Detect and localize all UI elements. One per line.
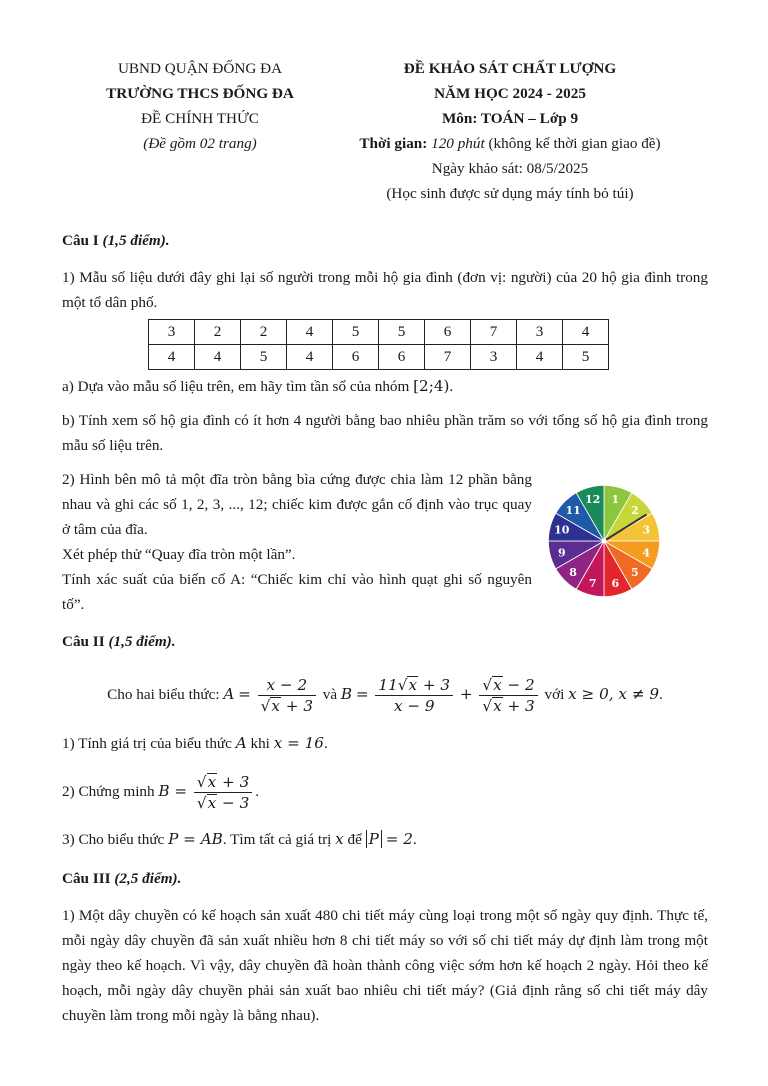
q2-intro: Cho hai biểu thức:	[107, 686, 220, 703]
q2-sub2-end: .	[255, 783, 260, 800]
expr-A-numerator: x − 2	[258, 675, 316, 696]
expr-A-denominator	[258, 696, 316, 716]
table-cell: 2	[241, 320, 287, 345]
q2-sub1-cond: x = 16	[273, 734, 324, 752]
q2-sub2-denominator	[194, 793, 252, 813]
q1-part-a	[62, 374, 708, 399]
q1-heading	[62, 228, 708, 253]
q1-part2-line3: Tính xác suất của biến cố A: “Chiếc kim chỉ vào hình quạt ghi số nguyên tố”.	[62, 571, 532, 613]
plus-sign: +	[459, 685, 473, 703]
denominator-rest: + 3	[502, 697, 535, 716]
exam-title: ĐỀ KHẢO SÁT CHẤT LƯỢNG	[403, 60, 617, 77]
wheel-label-5: 5	[631, 565, 639, 579]
time-value: 120 phút	[431, 135, 485, 152]
q2-sub3-var: x	[335, 830, 344, 848]
q2-sub3-text: 3) Cho biểu thức	[62, 831, 165, 848]
q2-sub1-var: A	[235, 734, 247, 752]
table-cell: 4	[149, 345, 195, 370]
spinner-wheel-figure	[546, 467, 662, 615]
wheel-label-4: 4	[642, 546, 651, 560]
header-left	[80, 56, 320, 156]
q1-part-a-end: .	[449, 378, 454, 395]
wheel-label-1: 1	[611, 492, 620, 506]
radicand: x	[493, 676, 502, 695]
expr-B2-numerator	[479, 675, 537, 696]
radicand: x	[271, 697, 280, 716]
exam-time	[330, 131, 690, 156]
q2-sub1	[62, 731, 708, 756]
radicand: x	[207, 773, 217, 792]
radicand: x	[408, 676, 418, 695]
numerator-rest: − 2	[502, 676, 535, 695]
expr-A-label: A	[223, 685, 235, 703]
q2-sub1-text: 1) Tính giá trị của biểu thức	[62, 735, 232, 752]
table-cell: 5	[563, 345, 609, 370]
expr-B2-denominator	[479, 696, 537, 716]
q1-part2-line2: Xét phép thử “Quay đĩa tròn một lần”.	[62, 546, 296, 563]
table-cell: 5	[241, 345, 287, 370]
denominator-rest: + 3	[280, 697, 313, 716]
sqrt-icon: √	[196, 794, 207, 813]
q1-interval: [2;4)	[413, 377, 450, 395]
q2-sub3	[62, 827, 708, 852]
sqrt-icon: √	[397, 676, 408, 695]
wheel-hub	[602, 539, 607, 544]
time-note: (không kể thời gian giao đề)	[488, 135, 661, 152]
q2-sub2	[62, 766, 708, 817]
q3-label: Câu III	[62, 870, 111, 887]
q2-sub2-numerator	[194, 772, 252, 793]
table-cell: 2	[195, 320, 241, 345]
expr-B-label: B	[340, 685, 353, 703]
time-label: Thời gian:	[359, 135, 428, 152]
equals-sign: =	[238, 685, 251, 703]
sqrt-icon: √	[482, 697, 493, 716]
table-cell: 4	[287, 320, 333, 345]
exam-date: Ngày khảo sát: 08/5/2025	[431, 160, 589, 177]
table-cell: 3	[517, 320, 563, 345]
q1-part-b: b) Tính xem số hộ gia đình có ít hơn 4 người bằng bao nhiêu phần trăm so với tổng số hộ gia đình trong mẫu số liệu trên.	[62, 412, 708, 454]
table-cell: 7	[471, 320, 517, 345]
q2-sub2-text: 2) Chứng minh	[62, 783, 155, 800]
district-name: UBND QUẬN ĐỐNG ĐA	[117, 60, 283, 77]
table-cell: 3	[471, 345, 517, 370]
q2-label: Câu II	[62, 633, 105, 650]
q1-part-a-text: a) Dựa vào mẫu số liệu trên, em hãy tìm tần số của nhóm	[62, 378, 410, 395]
wheel-label-7: 7	[588, 577, 597, 591]
q2-sub1-end: .	[323, 735, 328, 752]
school-name: TRƯỜNG THCS ĐỐNG ĐA	[106, 85, 294, 102]
numerator-rest: + 3	[418, 676, 451, 695]
table-cell: 4	[287, 345, 333, 370]
q2-sub3-expr: P = AB	[168, 830, 223, 848]
q1-part2-text	[62, 467, 532, 617]
q2-points: (1,5 điểm).	[108, 633, 176, 650]
q3-part1-text: 1) Một dây chuyền có kế hoạch sản xuất 480 chi tiết máy cùng loại trong một số ngày quy định. Thực tế, mỗi ngày dây chuyền đã sản xuất nhiều hơn 8 chi tiết máy so với số chi tiết máy dự định làm trong một ngày theo kế hoạch. Vì vậy, dây chuyền đã hoàn thành công việc sớm hơn kế hoạch 2 ngày. Hỏi theo kế hoạch, mỗi ngày dây chuyền phải sản xuất bao nhiêu chi tiết máy? (Giả định rằng số chi tiết máy dây chuyền làm trong mỗi ngày là bằng nhau).	[62, 907, 708, 1024]
q2-sub1-when: khi	[250, 735, 270, 752]
q2-expressions	[62, 666, 708, 723]
sqrt-icon: √	[196, 773, 207, 792]
condition-expr: x ≥ 0, x ≠ 9	[568, 685, 660, 703]
wheel-label-3: 3	[642, 523, 651, 537]
header-right	[330, 56, 690, 206]
expr-B-fraction-1	[375, 675, 453, 716]
denominator-rest: − 3	[217, 794, 250, 813]
table-cell: 5	[333, 320, 379, 345]
q2-sub3-mid: . Tìm tất cả giá trị	[222, 831, 332, 848]
school-year: NĂM HỌC 2024 - 2025	[434, 85, 586, 102]
wheel-label-11: 11	[565, 504, 581, 518]
table-row	[149, 320, 609, 345]
q2-sub2-B: B =	[158, 782, 188, 800]
table-cell: 6	[333, 345, 379, 370]
condition-end: .	[659, 686, 663, 703]
table-cell: 5	[379, 320, 425, 345]
table-cell: 6	[425, 320, 471, 345]
table-row	[149, 345, 609, 370]
official-label: ĐỀ CHÍNH THỨC	[141, 110, 259, 127]
sqrt-icon: √	[482, 676, 493, 695]
equals-sign: =	[355, 685, 369, 703]
table-cell: 7	[425, 345, 471, 370]
wheel-label-10: 10	[554, 523, 570, 537]
q1-points: (1,5 điểm).	[102, 232, 170, 249]
radicand: x	[207, 794, 217, 813]
q2-sub3-end: .	[412, 831, 417, 848]
expr-A-fraction	[258, 675, 316, 716]
q1-part1-text: 1) Mẫu số liệu dưới đây ghi lại số người trong mỗi hộ gia đình (đơn vị: người) của 20 hộ gia đình trong một tổ dân phố.	[62, 269, 708, 311]
and-word: và	[322, 686, 338, 703]
table-cell: 6	[379, 345, 425, 370]
wheel-label-9: 9	[557, 546, 566, 560]
exam-content	[62, 228, 708, 1037]
expr-B-fraction-2	[479, 675, 537, 716]
table-cell: 4	[517, 345, 563, 370]
wheel-label-2: 2	[631, 504, 639, 518]
table-cell: 4	[563, 320, 609, 345]
q2-sub3-de: để	[347, 831, 362, 848]
table-cell: 3	[149, 320, 195, 345]
q2-sub3-rhs: = 2	[385, 830, 413, 848]
page-count-note: (Đề gồm 02 trang)	[143, 135, 257, 152]
coef: 11	[378, 676, 398, 695]
q1-part2-line1: 2) Hình bên mô tả một đĩa tròn bằng bìa cứng được chia làm 12 phần bằng nhau và ghi các số 1, 2, 3, ..., 12; chiếc kim được gắn cố định vào trục quay ở tâm của đĩa.	[62, 471, 532, 538]
subject-grade: Môn: TOÁN – Lớp 9	[441, 110, 579, 127]
q1-part2-block	[62, 467, 708, 639]
sqrt-icon: √	[260, 697, 271, 716]
expr-B1-numerator	[375, 675, 453, 696]
radicand: x	[493, 697, 502, 716]
wheel-label-8: 8	[569, 565, 577, 579]
condition-word: với	[544, 686, 565, 703]
q1-label: Câu I	[62, 232, 99, 249]
numerator-rest: + 3	[217, 773, 250, 792]
q3-heading	[62, 866, 708, 891]
calculator-note: (Học sinh được sử dụng máy tính bỏ túi)	[386, 185, 634, 202]
sample-data-table	[148, 319, 609, 370]
abs-P: P	[366, 830, 382, 848]
table-cell: 4	[195, 345, 241, 370]
wheel-label-12: 12	[585, 492, 601, 506]
expr-B1-denominator: x − 9	[393, 697, 435, 716]
q2-sub2-fraction	[194, 772, 252, 813]
q3-points: (2,5 điểm).	[114, 870, 182, 887]
wheel-label-6: 6	[611, 577, 620, 591]
